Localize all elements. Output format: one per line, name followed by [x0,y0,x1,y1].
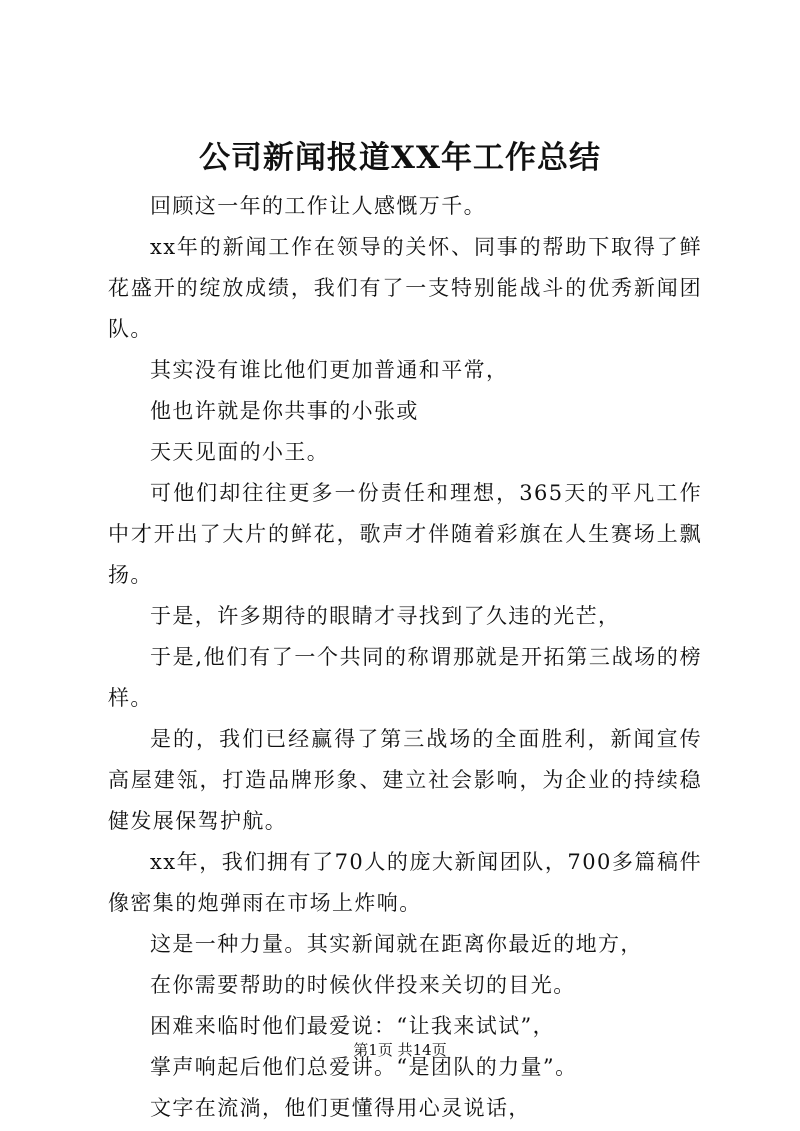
document-body [108,186,702,1129]
paragraph: 回顾这一年的工作让人感慨万千。 [150,194,486,218]
paragraph: 于是，许多期待的眼睛才寻找到了久违的光芒， [150,604,621,628]
paragraph: 可他们却往往更多一份责任和理想，365天的平凡工作中才开出了大片的鲜花，歌声才伴随着彩旗在人生赛场上飘扬。 [108,481,702,587]
page-number-footer: 第1页 共14页 [353,1041,447,1059]
paragraph: 在你需要帮助的时候伙伴投来关切的目光。 [150,973,576,997]
paragraph: 掌声响起后他们总爱讲。“是团队的力量”。 [150,1055,578,1079]
paragraph: xx年的新闻工作在领导的关怀、同事的帮助下取得了鲜花盛开的绽放成绩，我们有了一支特别能战斗的优秀新闻团队。 [108,235,702,341]
paragraph: 其实没有谁比他们更加普通和平常， [150,358,509,382]
document-title: 公司新闻报道XX年工作总结 [198,140,602,176]
paragraph: 天天见面的小王。 [150,440,330,464]
paragraph: 于是,他们有了一个共同的称谓那就是开拓第三战场的榜样。 [108,645,702,710]
paragraph: 这是一种力量。其实新闻就在距离你最近的地方， [150,932,643,956]
paragraph: 文字在流淌，他们更懂得用心灵说话， [150,1096,531,1120]
paragraph: 他也许就是你共事的小张或 [150,399,419,423]
paragraph: xx年，我们拥有了70人的庞大新闻团队，700多篇稿件像密集的炮弹雨在市场上炸响。 [108,850,702,915]
paragraph: 是的，我们已经赢得了第三战场的全面胜利，新闻宣传高屋建瓴，打造品牌形象、建立社会影响，为企业的持续稳健发展保驾护航。 [108,727,702,833]
paragraph: 困难来临时他们最爱说：“让我来试试”， [150,1014,556,1038]
